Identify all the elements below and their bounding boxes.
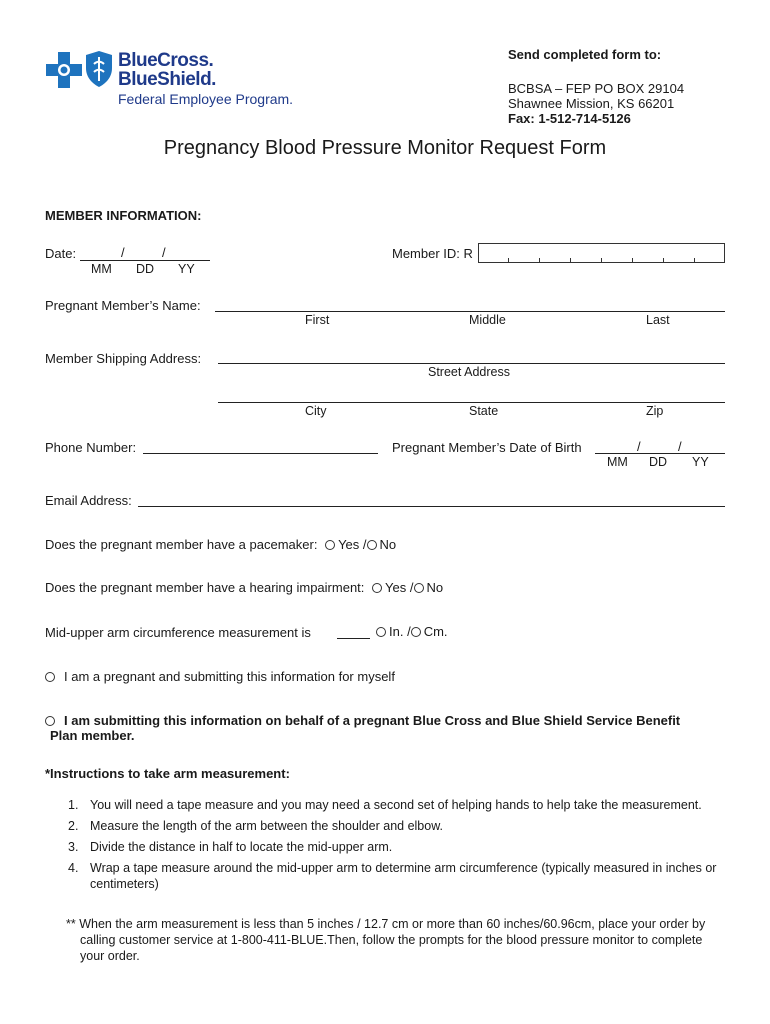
pacemaker-label: Does the pregnant member have a pacemaker: (45, 537, 318, 552)
date-dd-hint: DD (136, 262, 155, 276)
phone-label: Phone Number: (45, 440, 137, 455)
instruction-step (68, 860, 718, 892)
pacemaker-no-radio[interactable] (367, 540, 377, 550)
pacemaker-no-label: No (379, 537, 397, 552)
hearing-no-radio[interactable] (414, 583, 424, 593)
section-heading: MEMBER INFORMATION: (45, 208, 202, 223)
phone-field[interactable] (143, 453, 378, 454)
send-to-line1: BCBSA – FEP PO BOX 29104 (508, 81, 685, 96)
hearing-yes-radio[interactable] (372, 583, 382, 593)
behalf-radio[interactable] (45, 716, 55, 726)
date-separator: / (121, 245, 125, 260)
pacemaker-yes-radio[interactable] (325, 540, 335, 550)
step-number: 1. (68, 798, 79, 812)
arm-cm-radio[interactable] (411, 627, 421, 637)
arm-unit-options (376, 624, 448, 639)
city-state-zip-field[interactable] (218, 402, 725, 403)
hearing-yes-label: Yes (385, 580, 407, 595)
street-hint: Street Address (428, 365, 510, 379)
send-to-fax: Fax: 1-512-714-5126 (508, 111, 631, 126)
street-field[interactable] (218, 363, 725, 364)
step-text: You will need a tape measure and you may need a second set of helping hands to help take the measurement. (90, 798, 702, 812)
email-label: Email Address: (45, 493, 132, 508)
logo-bluecross: BlueCross. (118, 50, 214, 71)
date-mm-hint: MM (91, 262, 112, 276)
behalf-label-line2: Plan member. (50, 728, 135, 743)
step-number: 4. (68, 861, 79, 875)
self-radio[interactable] (45, 672, 55, 682)
pacemaker-slash: / (362, 537, 367, 552)
self-label: I am a pregnant and submitting this information for myself (64, 669, 395, 684)
state-hint: State (469, 404, 499, 418)
step-text: Wrap a tape measure around the mid-upper arm to determine arm circumference (typically measured in inches or centimeters) (90, 861, 717, 891)
dob-separator: / (637, 439, 641, 454)
date-separator: / (162, 245, 166, 260)
hearing-question (45, 580, 443, 595)
name-first-hint: First (305, 313, 330, 327)
date-yy-hint: YY (178, 262, 195, 276)
step-number: 2. (68, 819, 79, 833)
name-label: Pregnant Member’s Name: (45, 298, 201, 313)
send-to-line2: Shawnee Mission, KS 66201 (508, 96, 675, 111)
address-label: Member Shipping Address: (45, 351, 202, 366)
arm-label: Mid-upper arm circumference measurement is (45, 625, 311, 640)
step-text: Measure the length of the arm between the shoulder and elbow. (90, 819, 444, 833)
arm-in-label: In. (389, 624, 404, 639)
dob-mm-hint: MM (607, 455, 628, 469)
dob-label: Pregnant Member’s Date of Birth (392, 440, 582, 455)
name-last-hint: Last (646, 313, 670, 327)
instruction-step (68, 818, 718, 834)
behalf-option (45, 713, 680, 728)
date-field[interactable] (80, 260, 210, 261)
step-text: Divide the distance in half to locate the mid-upper arm. (90, 840, 393, 854)
hearing-no-label: No (426, 580, 444, 595)
pacemaker-question (45, 537, 396, 552)
dob-separator: / (678, 439, 682, 454)
blue-cross-icon (46, 52, 82, 88)
instruction-step (68, 797, 718, 813)
arm-slash: / (407, 624, 411, 639)
city-hint: City (305, 404, 327, 418)
step-number: 3. (68, 840, 79, 854)
pacemaker-yes-label: Yes (338, 537, 360, 552)
behalf-label-line1: I am submitting this information on behalf of a pregnant Blue Cross and Blue Shield Service Benefit (64, 713, 681, 728)
self-option (45, 669, 395, 684)
arm-cm-label: Cm. (423, 624, 448, 639)
instructions-list (68, 797, 718, 897)
name-middle-hint: Middle (469, 313, 506, 327)
member-id-field[interactable] (478, 243, 726, 264)
page-title: Pregnancy Blood Pressure Monitor Request Form (163, 137, 607, 159)
date-label: Date: (45, 246, 77, 261)
name-field[interactable] (215, 311, 725, 312)
hearing-slash: / (409, 580, 414, 595)
arm-in-radio[interactable] (376, 627, 386, 637)
instructions-heading: *Instructions to take arm measurement: (45, 766, 290, 781)
arm-note: ** When the arm measurement is less than 5 inches / 12.7 cm or more than 60 inches/60.96cm, place your order by calling customer service at 1-800-411-BLUE.Then, follow the prompts for the blood pressure monitor to complete your order. (66, 917, 706, 963)
dob-yy-hint: YY (692, 455, 709, 469)
hearing-label: Does the pregnant member have a hearing impairment: (45, 580, 365, 595)
logo-blueshield: BlueShield. (118, 69, 216, 90)
member-id-label: Member ID: R (392, 246, 473, 261)
blue-shield-icon (84, 50, 114, 88)
dob-field[interactable] (595, 453, 725, 454)
logo-fep: Federal Employee Program. (118, 91, 294, 107)
email-field[interactable] (138, 506, 725, 507)
dob-dd-hint: DD (649, 455, 668, 469)
zip-hint: Zip (646, 404, 664, 418)
instruction-step (68, 839, 718, 855)
arm-measurement-field[interactable] (337, 638, 370, 639)
send-to-heading: Send completed form to: (508, 47, 662, 62)
